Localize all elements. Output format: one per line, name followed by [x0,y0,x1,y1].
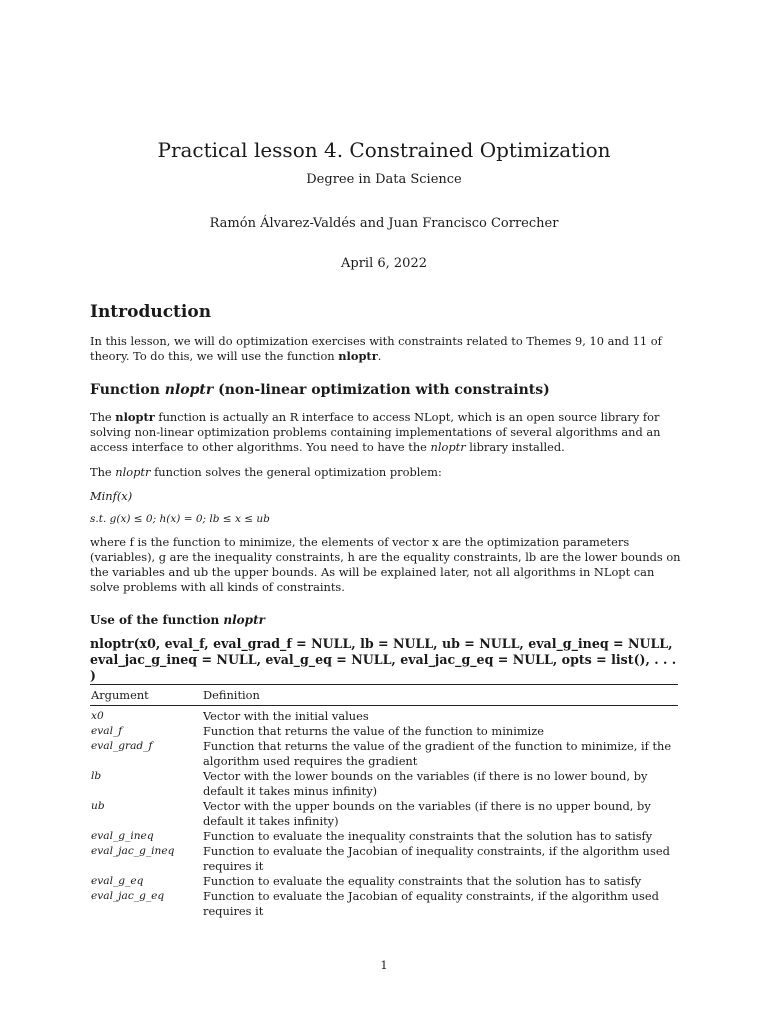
paper-subtitle: Degree in Data Science [306,172,462,187]
use-section-heading [90,613,265,627]
table-row [90,829,678,844]
table-row [90,874,678,889]
p1-text-a: The [90,410,116,424]
table-cell-definition: Function to evaluate the Jacobian of equality constraints, if the algorithm used requires it [203,889,659,918]
p1-nloptr-italic: nloptr [430,440,466,454]
intro-nloptr-bold: nloptr [338,349,378,363]
p1-nloptr-bold: nloptr [115,410,155,424]
table-cell-argument: eval_jac_g_ineq [91,845,175,857]
math-constraints: s.t. g(x) ≤ 0; h(x) = 0; lb ≤ x ≤ ub [90,513,270,525]
table-cell-definition: Function to evaluate the Jacobian of inequality constraints, if the algorithm used requires it [203,844,670,873]
table-cell-argument: eval_grad_f [91,740,153,752]
introduction-heading: Introduction [90,302,212,322]
table-cell-definition: Function to evaluate the equality constraints that the solution has to satisfy [203,874,642,888]
table-cell-definition: Function to evaluate the inequality constraints that the solution has to satisfy [203,829,653,843]
function-section-heading [90,382,550,398]
table-header-definition: Definition [203,688,260,702]
table-cell-argument: x0 [91,710,104,722]
table-row [90,799,678,829]
table-row [90,844,678,874]
table-cell-argument: eval_f [91,725,123,737]
paper-date: April 6, 2022 [341,256,427,271]
function-heading-part: Function [90,382,165,398]
p2-text-a: The [90,465,116,479]
table-cell-definition: Function that returns the value of the function to minimize [203,724,545,738]
intro-text-end: . [377,349,382,363]
table-header-argument: Argument [91,688,149,702]
table-cell-definition: Vector with the lower bounds on the variables (if there is no lower bound, by default it takes minus infinity) [203,769,648,798]
p1-text-c: library installed. [465,440,565,454]
function-paragraph-3: where f is the function to minimize, the elements of vector x are the optimization parameters (variables), g are the inequality constraints, h are the equality constraints, lb are the lower bounds on the variables and ub the upper bounds. As will be explained later, not all algorithms in NLopt can solve problems with all kinds of constraints. [90,535,681,594]
introduction-paragraph [90,334,686,364]
use-heading-part: Use of the function [90,613,224,627]
table-row [90,769,678,799]
math-objective: Minf(x) [90,489,133,503]
use-heading-italic: nloptr [223,613,265,627]
function-paragraph-2 [90,465,686,480]
page-number: 1 [380,958,388,972]
arguments-table [90,684,678,919]
table-header-row [90,685,678,705]
table-cell-argument: lb [91,770,102,782]
p1-text-b: function is actually an R interface to access NLopt, which is an open source library for solving non-linear optimization problems containing implementations of several algorithms and an access interface to other algorithms. You need to have the [90,410,661,454]
table-row [90,709,678,724]
table-cell-argument: ub [91,800,105,812]
p2-nloptr-italic: nloptr [115,465,151,479]
function-heading-italic: nloptr [164,382,214,398]
function-heading-end: (non-linear optimization with constraints) [213,382,550,398]
table-row [90,889,678,919]
paper-title: Practical lesson 4. Constrained Optimization [157,138,611,162]
intro-text-part: In this lesson, we will do optimization exercises with constraints related to Themes 9, 10 and 11 of theory. To do this, we will use the function [90,334,662,363]
table-cell-argument: eval_jac_g_eq [91,890,165,902]
nloptr-signature: nloptr(x0, eval_f, eval_grad_f = NULL, lb = NULL, ub = NULL, eval_g_ineq = NULL, eval_jac_g_ineq = NULL, eval_g_eq = NULL, eval_jac_g_eq = NULL, opts = list(), . . . ) [90,636,677,683]
table-cell-definition: Function that returns the value of the gradient of the function to minimize, if the algorithm used requires the gradient [203,739,672,768]
table-row [90,739,678,769]
table-cell-definition: Vector with the upper bounds on the variables (if there is no upper bound, by default it takes infinity) [203,799,651,828]
function-paragraph-1 [90,410,686,455]
table-cell-definition: Vector with the initial values [203,709,369,723]
table-row [90,724,678,739]
table-cell-argument: eval_g_ineq [91,830,154,842]
table-cell-argument: eval_g_eq [91,875,144,887]
paper-authors: Ramón Álvarez-Valdés and Juan Francisco Correcher [209,216,559,231]
p2-text-b: function solves the general optimization problem: [150,465,442,479]
